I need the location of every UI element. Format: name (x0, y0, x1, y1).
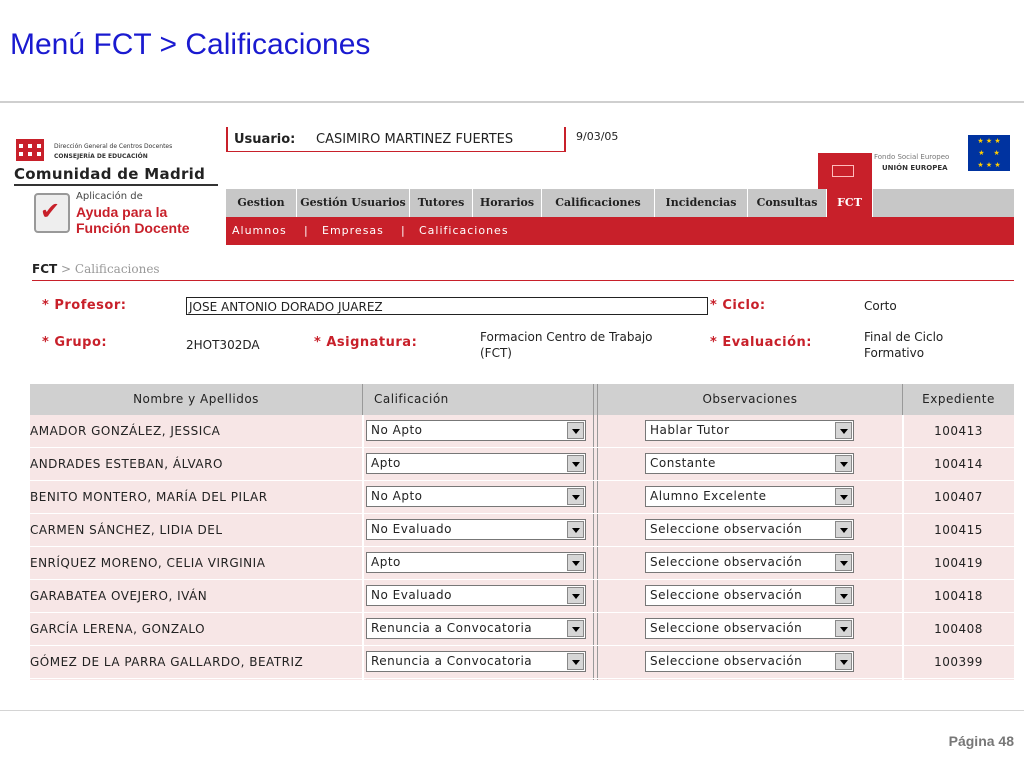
slide-title: Menú FCT > Calificaciones (10, 28, 371, 61)
header-observaciones: Observaciones (702, 392, 798, 406)
calificacion-select[interactable] (366, 618, 586, 639)
cm-department-line: Dirección General de Centros Docentes (54, 143, 173, 150)
observacion-value: Seleccione observación (650, 621, 803, 635)
app-screenshot (10, 127, 1014, 680)
breadcrumb-separator: > (61, 262, 72, 276)
calificacion-select[interactable] (366, 585, 586, 606)
observacion-value: Hablar Tutor (650, 423, 730, 437)
observacion-value: Seleccione observación (650, 522, 803, 536)
calificacion-value: Renuncia a Convocatoria (371, 621, 533, 635)
observacion-value: Seleccione observación (650, 555, 803, 569)
expediente-value: 100407 (934, 490, 983, 504)
asignatura-value-line2: (FCT) (480, 346, 512, 360)
chevron-down-icon[interactable] (835, 521, 852, 538)
window-icon (832, 165, 854, 177)
observacion-value: Seleccione observación (650, 588, 803, 602)
nav-calificaciones[interactable]: Calificaciones (542, 189, 655, 217)
student-name: GÓMEZ DE LA PARRA GALLARDO, BEATRIZ (30, 655, 304, 669)
observacion-select[interactable] (645, 453, 854, 474)
chevron-down-icon[interactable] (835, 455, 852, 472)
expediente-value (903, 679, 1014, 680)
observacion-select[interactable] (645, 486, 854, 507)
eu-flag-icon: ★ ★ ★ ★ ★ ★ ★ ★ (968, 135, 1010, 171)
observacion-select[interactable] (645, 651, 854, 672)
user-label: Usuario: (234, 132, 296, 147)
calificacion-value: No Apto (371, 489, 423, 503)
profesor-field[interactable]: JOSE ANTONIO DORADO JUAREZ (186, 297, 708, 315)
table-row (30, 613, 1014, 646)
nav-gestion-usuarios[interactable]: Gestión Usuarios (297, 189, 410, 217)
breadcrumb-current: Calificaciones (74, 262, 160, 276)
eu-union-line: UNIÓN EUROPEA (882, 164, 948, 172)
table-header (30, 384, 1014, 415)
calificacion-value: No Apto (371, 423, 423, 437)
calificacion-select[interactable] (366, 420, 586, 441)
user-name: CASIMIRO MARTINEZ FUERTES (316, 132, 514, 147)
chevron-down-icon[interactable] (567, 554, 584, 571)
checklist-icon: ✔ (34, 193, 70, 233)
table-row (30, 448, 1014, 481)
calificacion-select[interactable] (366, 486, 586, 507)
nav-tutores[interactable]: Tutores (410, 189, 473, 217)
grupo-value: 2HOT302DA (186, 338, 260, 352)
student-name: GARCÍA LERENA, GONZALO (30, 622, 206, 636)
asignatura-label: * Asignatura: (314, 335, 418, 350)
grupo-label: * Grupo: (42, 335, 108, 350)
chevron-down-icon[interactable] (835, 653, 852, 670)
expediente-value: 100419 (934, 556, 983, 570)
breadcrumb-root[interactable]: FCT (32, 262, 58, 276)
main-nav (226, 189, 1014, 217)
cm-ministry-line: CONSEJERÍA DE EDUCACIÓN (54, 153, 148, 160)
table-row (30, 646, 1014, 679)
chevron-down-icon[interactable] (567, 521, 584, 538)
title-divider (0, 101, 1024, 103)
calificacion-value: Apto (371, 456, 401, 470)
page-number: Página 48 (948, 733, 1014, 749)
subnav-empresas[interactable]: Empresas (322, 224, 384, 237)
profesor-label: * Profesor: (42, 298, 127, 313)
breadcrumb (32, 262, 160, 276)
comunidad-madrid-logo (10, 131, 225, 183)
expediente-value: 100399 (934, 655, 983, 669)
table-row (30, 481, 1014, 514)
madrid-flag-icon (16, 139, 44, 161)
student-name: ENRÍQUEZ MORENO, CELIA VIRGINIA (30, 556, 266, 570)
user-info-box (226, 127, 566, 152)
chevron-down-icon[interactable] (835, 488, 852, 505)
table-row (30, 547, 1014, 580)
observacion-select[interactable] (645, 420, 854, 441)
nav-consultas[interactable]: Consultas (748, 189, 827, 217)
sub-nav (226, 217, 1014, 245)
breadcrumb-divider (32, 280, 1014, 281)
student-name: GARABATEA OVEJERO, IVÁN (30, 589, 208, 603)
current-date: 9/03/05 (576, 130, 619, 143)
observacion-select[interactable] (645, 519, 854, 540)
expediente-value: 100413 (934, 424, 983, 438)
expediente-value: 100418 (934, 589, 983, 603)
observacion-value: Seleccione observación (650, 654, 803, 668)
student-name: ANDRADES ESTEBAN, ÁLVARO (30, 457, 223, 471)
expediente-value: 100414 (934, 457, 983, 471)
app-logo (30, 189, 230, 241)
observacion-value: Constante (650, 456, 716, 470)
subnav-separator: | (304, 224, 308, 237)
observacion-select[interactable] (645, 618, 854, 639)
student-name: AMADOR GONZÁLEZ, JESSICA (30, 424, 221, 438)
observacion-value: Alumno Excelente (650, 489, 767, 503)
observacion-select[interactable] (645, 552, 854, 573)
student-name: BENITO MONTERO, MARÍA DEL PILAR (30, 490, 268, 504)
chevron-down-icon[interactable] (835, 587, 852, 604)
grades-table (30, 384, 1014, 680)
chevron-down-icon[interactable] (567, 455, 584, 472)
ciclo-value: Corto (864, 299, 897, 313)
chevron-down-icon[interactable] (567, 620, 584, 637)
app-logo-line2: Ayuda para la (76, 204, 168, 220)
table-row (30, 415, 1014, 448)
nav-horarios[interactable]: Horarios (473, 189, 542, 217)
calificacion-value: No Evaluado (371, 588, 452, 602)
eu-fund-line: Fondo Social Europeo (874, 153, 950, 161)
calificacion-value: Apto (371, 555, 401, 569)
chevron-down-icon[interactable] (567, 587, 584, 604)
subnav-calificaciones[interactable]: Calificaciones (419, 224, 509, 237)
evaluacion-value-line2: Formativo (864, 346, 925, 360)
calificacion-select[interactable] (366, 552, 586, 573)
calificacion-value: No Evaluado (371, 522, 452, 536)
table-row (30, 679, 1014, 680)
header-expediente: Expediente (922, 392, 995, 406)
chevron-down-icon[interactable] (835, 620, 852, 637)
student-name (30, 679, 362, 680)
header-nombre: Nombre y Apellidos (133, 392, 259, 406)
student-name: CARMEN SÁNCHEZ, LIDIA DEL (30, 523, 223, 537)
ciclo-label: * Ciclo: (710, 298, 766, 313)
chevron-down-icon[interactable] (835, 422, 852, 439)
app-logo-line3: Función Docente (76, 220, 190, 236)
cm-name: Comunidad de Madrid (14, 165, 206, 183)
evaluacion-value-line1: Final de Ciclo (864, 330, 944, 344)
evaluacion-label: * Evaluación: (710, 335, 812, 350)
chevron-down-icon[interactable] (567, 653, 584, 670)
nav-incidencias[interactable]: Incidencias (655, 189, 748, 217)
fct-section-marker (818, 153, 872, 189)
table-row (30, 514, 1014, 547)
chevron-down-icon[interactable] (567, 422, 584, 439)
cm-underline (14, 184, 218, 186)
footer-divider (0, 710, 1024, 711)
table-row (30, 580, 1014, 613)
chevron-down-icon[interactable] (567, 488, 584, 505)
chevron-down-icon[interactable] (835, 554, 852, 571)
nav-fct[interactable]: FCT (827, 189, 873, 217)
header-calificacion: Calificación (374, 392, 449, 406)
calificacion-select[interactable] (366, 453, 586, 474)
subnav-separator: | (401, 224, 405, 237)
observacion-select[interactable] (645, 585, 854, 606)
expediente-value: 100408 (934, 622, 983, 636)
asignatura-value-line1: Formacion Centro de Trabajo (480, 330, 653, 344)
subnav-alumnos[interactable]: Alumnos (232, 224, 287, 237)
app-logo-line1: Aplicación de (76, 191, 143, 202)
calificacion-select[interactable] (366, 651, 586, 672)
nav-gestion[interactable]: Gestion (226, 189, 297, 217)
calificacion-value: Renuncia a Convocatoria (371, 654, 533, 668)
expediente-value: 100415 (934, 523, 983, 537)
calificacion-select[interactable] (366, 519, 586, 540)
